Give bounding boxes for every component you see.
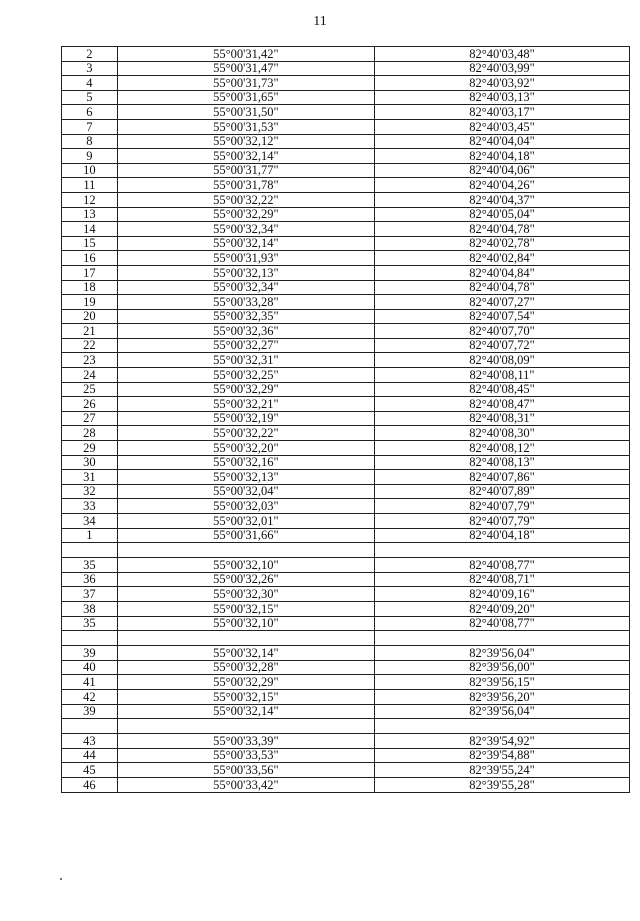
longitude-cell: 82°40'08,71" bbox=[374, 572, 629, 587]
latitude-cell: 55°00'33,28" bbox=[117, 295, 374, 310]
table-row bbox=[62, 616, 630, 631]
longitude-cell: 82°40'07,72" bbox=[374, 338, 629, 353]
point-number-cell: 43 bbox=[62, 734, 118, 749]
latitude-cell: 55°00'32,14" bbox=[117, 646, 374, 661]
point-number-cell: 23 bbox=[62, 353, 118, 368]
longitude-cell: 82°40'07,79" bbox=[374, 514, 629, 529]
latitude-cell: 55°00'32,15" bbox=[117, 689, 374, 704]
table-row bbox=[62, 499, 630, 514]
table-row bbox=[62, 748, 630, 763]
longitude-cell: 82°39'54,92" bbox=[374, 734, 629, 749]
latitude-cell: 55°00'32,03" bbox=[117, 499, 374, 514]
longitude-cell: 82°40'04,37" bbox=[374, 192, 629, 207]
latitude-cell: 55°00'31,53" bbox=[117, 119, 374, 134]
point-number-cell: 40 bbox=[62, 660, 118, 675]
latitude-cell: 55°00'32,30" bbox=[117, 587, 374, 602]
longitude-cell: 82°39'56,00" bbox=[374, 660, 629, 675]
latitude-cell: 55°00'32,35" bbox=[117, 309, 374, 324]
latitude-cell: 55°00'32,34" bbox=[117, 222, 374, 237]
longitude-cell: 82°40'03,99" bbox=[374, 61, 629, 76]
point-number-cell: 39 bbox=[62, 646, 118, 661]
point-number-cell: 27 bbox=[62, 411, 118, 426]
table-row bbox=[62, 455, 630, 470]
longitude-cell: 82°40'07,27" bbox=[374, 295, 629, 310]
longitude-cell: 82°40'03,13" bbox=[374, 90, 629, 105]
longitude-cell: 82°40'03,92" bbox=[374, 76, 629, 91]
table-row bbox=[62, 528, 630, 543]
latitude-cell: 55°00'32,26" bbox=[117, 572, 374, 587]
table-row bbox=[62, 222, 630, 237]
point-number-cell bbox=[62, 719, 118, 734]
stray-mark bbox=[60, 878, 62, 880]
table-row bbox=[62, 397, 630, 412]
point-number-cell: 13 bbox=[62, 207, 118, 222]
latitude-cell: 55°00'33,56" bbox=[117, 763, 374, 778]
latitude-cell: 55°00'31,47" bbox=[117, 61, 374, 76]
longitude-cell: 82°40'08,45" bbox=[374, 382, 629, 397]
point-number-cell: 1 bbox=[62, 528, 118, 543]
latitude-cell: 55°00'32,22" bbox=[117, 426, 374, 441]
latitude-cell bbox=[117, 719, 374, 734]
longitude-cell: 82°40'03,17" bbox=[374, 105, 629, 120]
table-row bbox=[62, 675, 630, 690]
point-number-cell: 44 bbox=[62, 748, 118, 763]
table-row bbox=[62, 251, 630, 266]
point-number-cell: 18 bbox=[62, 280, 118, 295]
longitude-cell: 82°40'09,16" bbox=[374, 587, 629, 602]
table-row bbox=[62, 338, 630, 353]
latitude-cell: 55°00'31,93" bbox=[117, 251, 374, 266]
table-row bbox=[62, 90, 630, 105]
longitude-cell: 82°39'56,04" bbox=[374, 704, 629, 719]
table-row bbox=[62, 309, 630, 324]
point-number-cell: 9 bbox=[62, 149, 118, 164]
point-number-cell: 32 bbox=[62, 484, 118, 499]
longitude-cell: 82°40'08,13" bbox=[374, 455, 629, 470]
point-number-cell: 42 bbox=[62, 689, 118, 704]
table-row bbox=[62, 76, 630, 91]
latitude-cell: 55°00'32,13" bbox=[117, 265, 374, 280]
longitude-cell: 82°40'07,79" bbox=[374, 499, 629, 514]
point-number-cell: 14 bbox=[62, 222, 118, 237]
latitude-cell: 55°00'32,12" bbox=[117, 134, 374, 149]
longitude-cell: 82°40'04,78" bbox=[374, 280, 629, 295]
point-number-cell bbox=[62, 631, 118, 646]
point-number-cell: 34 bbox=[62, 514, 118, 529]
latitude-cell: 55°00'31,73" bbox=[117, 76, 374, 91]
point-number-cell: 45 bbox=[62, 763, 118, 778]
table-row bbox=[62, 470, 630, 485]
latitude-cell: 55°00'32,34" bbox=[117, 280, 374, 295]
point-number-cell: 6 bbox=[62, 105, 118, 120]
longitude-cell: 82°40'08,31" bbox=[374, 411, 629, 426]
point-number-cell: 28 bbox=[62, 426, 118, 441]
table-row bbox=[62, 411, 630, 426]
coordinates-table bbox=[61, 46, 630, 793]
table-row bbox=[62, 587, 630, 602]
table-row bbox=[62, 265, 630, 280]
point-number-cell: 38 bbox=[62, 601, 118, 616]
longitude-cell: 82°40'08,12" bbox=[374, 441, 629, 456]
latitude-cell: 55°00'32,36" bbox=[117, 324, 374, 339]
point-number-cell: 30 bbox=[62, 455, 118, 470]
latitude-cell: 55°00'32,15" bbox=[117, 601, 374, 616]
latitude-cell: 55°00'32,27" bbox=[117, 338, 374, 353]
latitude-cell: 55°00'31,78" bbox=[117, 178, 374, 193]
longitude-cell bbox=[374, 543, 629, 558]
table-row bbox=[62, 178, 630, 193]
table-row bbox=[62, 689, 630, 704]
longitude-cell: 82°39'55,28" bbox=[374, 777, 629, 792]
point-number-cell: 5 bbox=[62, 90, 118, 105]
table-row bbox=[62, 382, 630, 397]
point-number-cell: 26 bbox=[62, 397, 118, 412]
point-number-cell: 36 bbox=[62, 572, 118, 587]
table-row bbox=[62, 47, 630, 62]
longitude-cell: 82°40'03,45" bbox=[374, 119, 629, 134]
longitude-cell: 82°40'08,11" bbox=[374, 368, 629, 383]
point-number-cell: 19 bbox=[62, 295, 118, 310]
point-number-cell: 3 bbox=[62, 61, 118, 76]
latitude-cell: 55°00'32,16" bbox=[117, 455, 374, 470]
table-row bbox=[62, 514, 630, 529]
longitude-cell: 82°40'04,18" bbox=[374, 528, 629, 543]
separator-row bbox=[62, 719, 630, 734]
separator-row bbox=[62, 543, 630, 558]
table-row bbox=[62, 763, 630, 778]
longitude-cell: 82°40'05,04" bbox=[374, 207, 629, 222]
longitude-cell: 82°40'08,77" bbox=[374, 558, 629, 573]
longitude-cell: 82°40'08,09" bbox=[374, 353, 629, 368]
longitude-cell: 82°40'04,04" bbox=[374, 134, 629, 149]
point-number-cell: 8 bbox=[62, 134, 118, 149]
latitude-cell: 55°00'32,22" bbox=[117, 192, 374, 207]
longitude-cell: 82°40'04,18" bbox=[374, 149, 629, 164]
longitude-cell: 82°40'08,77" bbox=[374, 616, 629, 631]
latitude-cell: 55°00'32,14" bbox=[117, 236, 374, 251]
point-number-cell: 46 bbox=[62, 777, 118, 792]
table-row bbox=[62, 295, 630, 310]
table-row bbox=[62, 134, 630, 149]
point-number-cell: 2 bbox=[62, 47, 118, 62]
table-row bbox=[62, 353, 630, 368]
latitude-cell: 55°00'32,10" bbox=[117, 616, 374, 631]
table-row bbox=[62, 163, 630, 178]
table-row bbox=[62, 660, 630, 675]
table-row bbox=[62, 734, 630, 749]
point-number-cell: 29 bbox=[62, 441, 118, 456]
table-row bbox=[62, 646, 630, 661]
latitude-cell: 55°00'32,21" bbox=[117, 397, 374, 412]
table-row bbox=[62, 441, 630, 456]
latitude-cell: 55°00'32,20" bbox=[117, 441, 374, 456]
latitude-cell: 55°00'32,14" bbox=[117, 704, 374, 719]
coordinates-table-body bbox=[62, 47, 630, 793]
longitude-cell bbox=[374, 719, 629, 734]
table-row bbox=[62, 601, 630, 616]
longitude-cell: 82°39'56,04" bbox=[374, 646, 629, 661]
longitude-cell: 82°39'56,20" bbox=[374, 689, 629, 704]
point-number-cell: 21 bbox=[62, 324, 118, 339]
longitude-cell: 82°39'55,24" bbox=[374, 763, 629, 778]
point-number-cell: 35 bbox=[62, 616, 118, 631]
table-row bbox=[62, 426, 630, 441]
latitude-cell: 55°00'32,31" bbox=[117, 353, 374, 368]
latitude-cell: 55°00'31,65" bbox=[117, 90, 374, 105]
point-number-cell: 37 bbox=[62, 587, 118, 602]
latitude-cell: 55°00'32,29" bbox=[117, 207, 374, 222]
table-row bbox=[62, 119, 630, 134]
latitude-cell: 55°00'31,77" bbox=[117, 163, 374, 178]
point-number-cell: 41 bbox=[62, 675, 118, 690]
longitude-cell: 82°40'04,78" bbox=[374, 222, 629, 237]
point-number-cell: 35 bbox=[62, 558, 118, 573]
longitude-cell: 82°40'07,86" bbox=[374, 470, 629, 485]
table-row bbox=[62, 484, 630, 499]
longitude-cell: 82°40'07,70" bbox=[374, 324, 629, 339]
table-row bbox=[62, 572, 630, 587]
longitude-cell: 82°40'02,84" bbox=[374, 251, 629, 266]
latitude-cell: 55°00'32,19" bbox=[117, 411, 374, 426]
table-row bbox=[62, 558, 630, 573]
table-row bbox=[62, 324, 630, 339]
latitude-cell: 55°00'31,42" bbox=[117, 47, 374, 62]
longitude-cell: 82°40'03,48" bbox=[374, 47, 629, 62]
longitude-cell: 82°40'04,26" bbox=[374, 178, 629, 193]
longitude-cell: 82°39'56,15" bbox=[374, 675, 629, 690]
latitude-cell: 55°00'32,10" bbox=[117, 558, 374, 573]
longitude-cell: 82°40'08,30" bbox=[374, 426, 629, 441]
latitude-cell: 55°00'33,53" bbox=[117, 748, 374, 763]
table-row bbox=[62, 280, 630, 295]
point-number-cell: 7 bbox=[62, 119, 118, 134]
longitude-cell: 82°39'54,88" bbox=[374, 748, 629, 763]
latitude-cell: 55°00'33,42" bbox=[117, 777, 374, 792]
point-number-cell: 20 bbox=[62, 309, 118, 324]
latitude-cell: 55°00'32,14" bbox=[117, 149, 374, 164]
longitude-cell: 82°40'04,06" bbox=[374, 163, 629, 178]
table-row bbox=[62, 704, 630, 719]
page-number: 11 bbox=[313, 14, 327, 29]
point-number-cell: 4 bbox=[62, 76, 118, 91]
latitude-cell: 55°00'32,13" bbox=[117, 470, 374, 485]
point-number-cell bbox=[62, 543, 118, 558]
table-row bbox=[62, 105, 630, 120]
latitude-cell: 55°00'32,25" bbox=[117, 368, 374, 383]
table-row bbox=[62, 777, 630, 792]
latitude-cell: 55°00'32,01" bbox=[117, 514, 374, 529]
table-row bbox=[62, 207, 630, 222]
point-number-cell: 39 bbox=[62, 704, 118, 719]
latitude-cell: 55°00'31,66" bbox=[117, 528, 374, 543]
latitude-cell: 55°00'32,29" bbox=[117, 675, 374, 690]
latitude-cell: 55°00'31,50" bbox=[117, 105, 374, 120]
longitude-cell: 82°40'08,47" bbox=[374, 397, 629, 412]
point-number-cell: 16 bbox=[62, 251, 118, 266]
latitude-cell bbox=[117, 543, 374, 558]
latitude-cell: 55°00'32,29" bbox=[117, 382, 374, 397]
longitude-cell: 82°40'07,54" bbox=[374, 309, 629, 324]
longitude-cell: 82°40'02,78" bbox=[374, 236, 629, 251]
longitude-cell bbox=[374, 631, 629, 646]
point-number-cell: 22 bbox=[62, 338, 118, 353]
point-number-cell: 12 bbox=[62, 192, 118, 207]
separator-row bbox=[62, 631, 630, 646]
table-row bbox=[62, 149, 630, 164]
point-number-cell: 11 bbox=[62, 178, 118, 193]
latitude-cell: 55°00'32,28" bbox=[117, 660, 374, 675]
table-row bbox=[62, 61, 630, 76]
table-row bbox=[62, 236, 630, 251]
point-number-cell: 33 bbox=[62, 499, 118, 514]
latitude-cell: 55°00'33,39" bbox=[117, 734, 374, 749]
point-number-cell: 10 bbox=[62, 163, 118, 178]
latitude-cell: 55°00'32,04" bbox=[117, 484, 374, 499]
table-row bbox=[62, 192, 630, 207]
table-row bbox=[62, 368, 630, 383]
latitude-cell bbox=[117, 631, 374, 646]
point-number-cell: 15 bbox=[62, 236, 118, 251]
point-number-cell: 25 bbox=[62, 382, 118, 397]
point-number-cell: 31 bbox=[62, 470, 118, 485]
longitude-cell: 82°40'04,84" bbox=[374, 265, 629, 280]
longitude-cell: 82°40'09,20" bbox=[374, 601, 629, 616]
point-number-cell: 24 bbox=[62, 368, 118, 383]
longitude-cell: 82°40'07,89" bbox=[374, 484, 629, 499]
point-number-cell: 17 bbox=[62, 265, 118, 280]
